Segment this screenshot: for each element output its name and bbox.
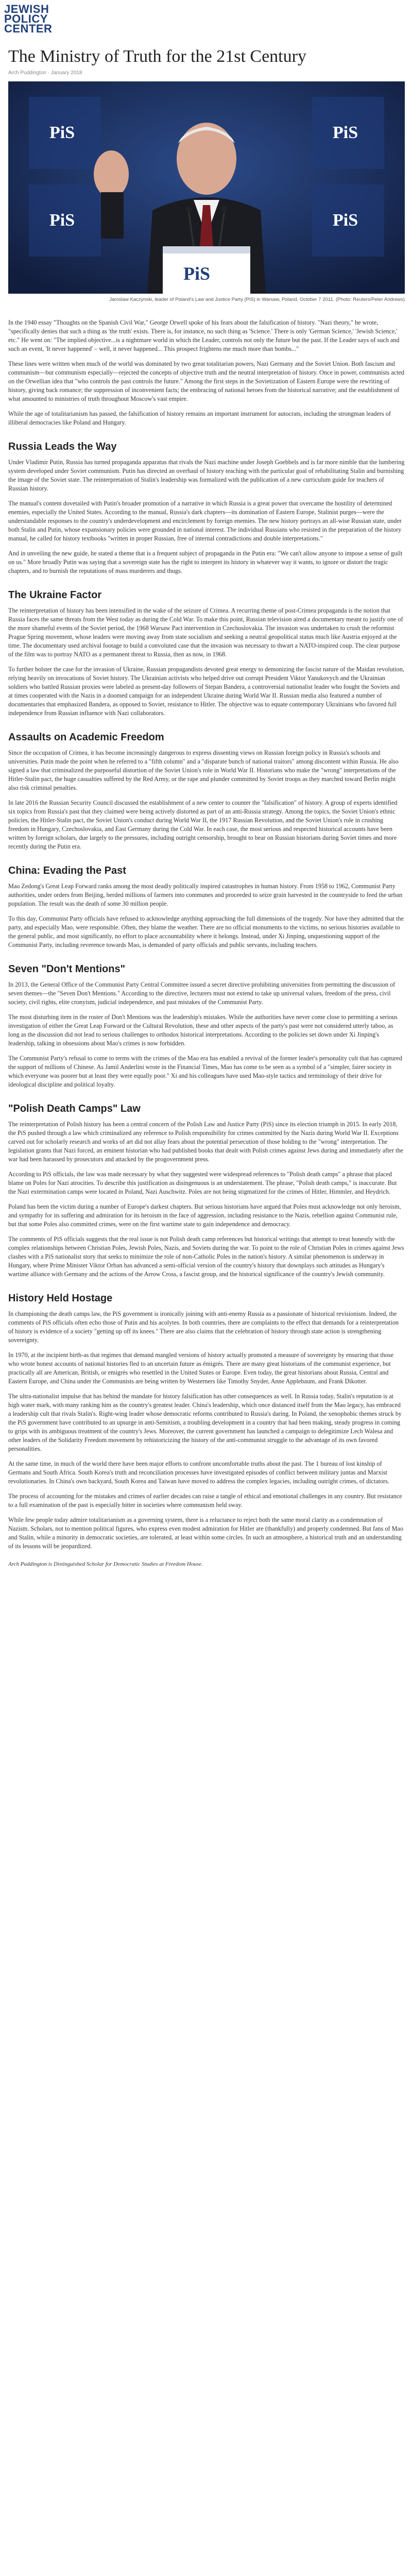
article-paragraph: While few people today admire totalitarianism as a governing system, there is a reluctance to reject both the same moral clarity as a condemnation of Nazism. Scholars, not to mention political figures, who express even modest admiration for Hitler are (thankfully) and properly condemned. But fans of Mao and Stalin, while a minority in democratic societies, are tolerated, at least within some circles. In such an atmosphere, a historical truth and an understanding of its lessons will be jeopardized. [8, 1516, 403, 1550]
logo-line-3: CENTER [4, 22, 53, 35]
logo-line-2: POLICY [4, 12, 48, 25]
article-paragraph: According to PiS officials, the law was made necessary by what they suggested were widespread references to "Polish death camps" a phrase that placed blame on Poles for Nazi atrocities. To describe this justification as disingenuous is an understatement. The phrase, "Polish death camps," is inaccurate. But the Nazi extermination camps were located in Poland, Nazi Auschwitz. Poles are not being stigmatized for the crimes of Hitler, Himmler, and Heydrich. [8, 1171, 397, 1195]
banner-text-4: PiS [333, 211, 358, 230]
banner-text-3: PiS [49, 211, 75, 230]
banner-text-2: PiS [333, 123, 358, 142]
article-paragraph: Under Vladimir Putin, Russia has turned propaganda apparatus that rivals the Nazi machine under Joseph Goebbels and is far more nimble that the lumbering system developed under Soviet communism. Putin has directed an overhaul of history teaching with the particular goal of rehabilitating Stalin and burnishing the image of the Soviet state. The reinterpretation of Stalin's leadership was formalized with the publication of a new curriculum guide for teachers of Russian history. [8, 459, 405, 492]
article-paragraph: While the age of totalitarianism has passed, the falsification of history remains an important instrument for autocrats, including the strongman leaders of illiberal democracies like Poland and Hungary. [8, 410, 391, 426]
article-paragraph: These lines were written when much of the world was dominated by two great totalitarian powers, Nazi Germany and the Soviet Union. Both fascism and communism—but communism especially—rejected the concepts of objective truth and the neutral interpretation of history. Once in power, communists acted on the Orwellian idea that "who controls the past controls the future." Among the first steps in the Sovietization of Eastern Europe were the rewriting of history, giving back romance; the suppression of inconvenient facts; the embracing of national heroes from the historical narrative; and the establishment of what amounted to ministries of truth throughout Moscow's vast empire. [8, 360, 405, 402]
article-paragraph: In 2013, the General Office of the Communist Party Central Committee issued a secret directive prohibiting universities from permitting the discussion of seven themes—the "Seven Don't Mentions." According to the directive, lecturers must not extend to take up universal values, freedom of the press, civil society, civil rights, elite cronyism, judicial independence, and past mistakes of the Communist Party. [8, 981, 396, 1006]
section-heading: History Held Hostage [8, 1293, 113, 1304]
article-paragraph: In 1970, at the incipient birth-as that regimes that demand mangled versions of history actually promoted a measure of sovereignty by ensuring that those who wrote honest accounts of national histories fled to an uncertain future as émigrés. There are many great historians of the communist experience, but practically all are American, British, or emigrés who resettled in the United States or Europe. Even today, the great historians about Russia, Central and Eastern Europe, and China under the Communists are being written by Westerners like Timothy Snyder, Anne Applebaum, and Frank Dikotter. [8, 1351, 393, 1385]
article-body [8, 318, 405, 1575]
article-paragraph: To this day, Communist Party officials have refused to acknowledge anything approaching the full dimensions of the tragedy. Nor have they admitted that the party, and especially Mao, were responsible. Often, they blame the weather. There are no official monuments to the victims, no serious histories available to the general public, and most significantly, no effort to place accountability where it belongs. Instead, under Xi Jinping, unquestioning support of the Communist Party, including reverence towards Mao, is demanded of party officials and public servants, including teachers. [8, 915, 404, 948]
article-paragraph: At the same time, in much of the world there have been major efforts to confront uncomfortable truths about the past. The 1 bureau of lost kinship of Germans and South Africa. South Korea's truth and reconciliation processes have investigated episodes of conflict between military juntas and Marxist revolutionaries. In China's own backyard, South Korea and Taiwan have moved to address the complex legacies, including outright crimes, of dictators. [8, 1460, 389, 1485]
article-paragraph: In championing the death camps law, the PiS government is ironically joining with anti-enemy Russia as a passionate of historical revisionism. Indeed, the comments of PiS officials often echo those of Putin and his acolytes. In both countries, there are complaints to the effect that demands for a reinterpretation of history is evidence of a society "getting up off its knees." There are also claims that the celebration of history through state action is strengthening sovereignty. [8, 1310, 399, 1344]
article-paragraph: The Communist Party's refusal to come to terms with the crimes of the Mao era has enabled a revival of the former leader's personality cult that has captured the support of millions of Chinese. As Jamil Anderlini wrote in the Financial Times, Mao has come to be seen as a symbol of a "simpler, fairer society in which everyone was poorer but at least they were equally poor." Xi and his colleagues have used Mao-style tactics and terminology of their drive for ideological discipline and political loyalty. [8, 1055, 402, 1088]
author-bio: Arch Puddington is Distinguished Scholar for Democratic Studies at Freedom House. [8, 1561, 203, 1567]
hero-photo-illustration [8, 81, 405, 294]
raised-hand [94, 150, 129, 198]
article-paragraph: Poland has been the victim during a number of Europe's darkest chapters. But serious historians have argued that Poles must acknowledge not only heroism, and sympathy for its suffering and admiration for its heroism in the face of aggression, including resistance to the Nazis, rebellion against Communist rule, but that some Poles also committed crimes, were on the first wartime state to gain independence and democracy. [8, 1203, 401, 1228]
article-paragraph: Mao Zedong's Great Leap Forward ranks among the most deadly politically inspired catastrophes in human history. From 1958 to 1962, Communist Party authorities, under orders from Beijing, herded millions of farmers into communes and proceeded to seize grain harvested in the countryside to feed the urban population. The result was the death of some 30 million people. [8, 883, 403, 907]
hero-photo [8, 81, 405, 294]
article-paragraph: In late 2016 the Russian Security Council discussed the establishment of a new center to counter the "falsification" of history. A group of experts identified six topics from Russia's past that they claimed were being actively distorted as part of an anti-Russia strategy. Among the topics, the Soviet Union's ethnic policies, the Hitler-Stalin pact, the Soviet Union's conduct during World War II, the 1917 Russian Revolution, and the Soviet Union's role in crushing freedom in Hungary, Czechoslovakia, and East Germany during the Cold War. In each case, the most serious and respected historical accounts have been written by foreign scholars, due largely to the pressures, including outright censorship, brought to bear on Russian historians during Soviet times and more recently during the Putin era. [8, 799, 398, 850]
article-paragraph: The ultra-nationalist impulse that has behind the mandate for history falsification has other consequences as well. In Russia today, Stalin's reputation is at high water mark, with many ranking him as the country's greatest leader. China's leadership, which once distanced itself from the Mao legacy, has embraced a leadership cult that rivals Stalin's. Right-wing leader whose democratic reforms contributed to Russia's daring. In Poland, the xenophobic themes struck by the PiS government have contributed to an upsurge in anti-Semitism, a troubling development in a country that had been making, steady progress in coming to grips with its ambiguous treatment of the country's Jews. Moreover, the current government has launched a campaign to delegitimize Lech Walesa and other leaders of the Solidarity Freedom movement by rehistoricizing the history of the anti-communist struggle to the advantage of its own favored personalities. [8, 1393, 402, 1452]
article-paragraph: In the 1940 essay "Thoughts on the Spanish Civil War," George Orwell spoke of his fears about the falsification of history. "Nazi theory," he wrote, "specifically denies that such a thing as 'the truth' exists. There is, for instance, no such thing as 'Science.' There is only 'German Science,' 'Jewish Science,' etc." He went on: "The implied objective...is a nightmare world in which the Leader, controls not only the future but the past. If the Leader says of such and such an event, 'It never happened' – well, it never happened... This prospect frightens me much more than bombs..." [8, 319, 400, 352]
article-paragraph: The comments of PiS officials suggests that the real issue is not Polish death camp references but historical writings that attempt to treat honestly with the complex relationships between Christian Poles, Jewish Poles, Nazis, and Soviets during the war. To point to the role of Christian Poles in crimes against Jews clashes with a PiS nationalist story that seeks to minimize the role of non-Catholic Poles in the nation's history. A similar phenomenon is underway in Hungary, where Prime Minister Viktor Orban has advanced a semi-official version of the country's history that downplays such attitudes as Hungary's wartime alliance with Germany and the actions of the Arrow Cross, a fascist group, and the historical significance of the country's Jewish community. [8, 1235, 404, 1278]
section-heading: The Ukraine Factor [8, 589, 102, 601]
article-paragraph: The manual's content dovetailed with Putin's broader promotion of a narrative in which Russia is a great power that overcame the hostility of determined enemies, especially the United States. According to the manual, Russia's dark chapters—its domination of Eastern Europe, Stalinist purges—were the understandable responses to the country's underdevelopment and encirclement by foreign enemies. The new history portrays an all-wise Russian state, under both Stalin and Putin, whose expansionary policies were grounded in national interest. The individual Russians who resisted in the preparation of the history manual, he called for history textbooks "written in proper Russian, free of internal contradictions and double interpretations." [8, 500, 402, 542]
section-heading: Assaults on Academic Freedom [8, 732, 164, 743]
podium-text: PiS [183, 263, 211, 284]
photo-caption: Jaroslaw Kaczynski, leader of Poland's Law and Justice Party (PiS) in Warsaw, Poland, October 7 2011. (Photo: Reuters/Peter Andrews) [109, 297, 405, 302]
article-paragraph: Since the occupation of Crimea, it has become increasingly dangerous to express dissenting views on Russian foreign policy in Russia's schools and universities. Putin made the point when he referred to a "fifth column" and a "disparate bunch of national traitors" among discontent within Russia. He also signed a law that criminalized the purposeful distortion of the Soviet Union's role in World War II. Historians who make the "wrong" interpretations of the Hitler-Stalin pact, the huge casualties suffered by the Red Army, or the rape and plunder committed by Soviet troops as they marched toward Berlin might also risk criminal penalties. [8, 749, 399, 791]
section-heading: Russia Leads the Way [8, 441, 117, 452]
article-title: The Ministry of Truth for the 21st Century [8, 47, 306, 66]
jewish-policy-center-logo[interactable] [4, 4, 66, 37]
article-paragraph: The reinterpretation of history has been intensified in the wake of the seizure of Crimea. A recurring theme of post-Crimea propaganda is the notion that Russia faces the same threats from the West today as during the Cold War. To make this point, Russian television aired a documentary meant to justify one of the more shameful events of the Soviet period, the 1968 Warsaw Pact intervention in Czechoslovakia. The invasion was undertaken to crush the reformist Prague Spring movement, whose leaders were moving away from state socialism and seeking a neutral geopolitical status much like Austria enjoyed at the time. The documentary used archival footage to build a convoluted case that the invasion was necessary to thwart a NATO-inspired coup. The clear purpose of the film was to portray NATO as a permanent threat to Russia, then as now, in 1968. [8, 607, 403, 658]
article-paragraph: The reinterpretation of Polish history has been a central concern of the Polish Law and Justice Party (PiS) since its election triumph in 2015. In early 2018, the PiS pushed through a law which criminalized any reference to Polish responsibility for crimes committed by the Nazis during World War II. Exceptions carved out for scholarly research and works of art did not allay fears about the potential persecution of those holding to the "wrong" interpretation. The legislation grants that Nazi forced, an eminent historian who had published books that dealt with Polish crimes against Jews during and immediately after the war had been harassed by prosecutors and attacked by the progovernment press. [8, 1121, 403, 1163]
banner-text-1: PiS [49, 123, 75, 142]
article-byline: Arch Puddington · January 2018 [8, 70, 82, 76]
speaker-head [177, 123, 236, 195]
article-paragraph: And in unveiling the new guide, he stated a theme that is a frequent subject of propaganda in the Putin era: "We can't allow anyone to impose a sense of guilt on us." More broadly Putin was saying that a sovereign state has the right to interpret its history in whatever way it wants, to ignore or distort the tragic chapters, and to burnish the reputations of mass murderers and thugs. [8, 550, 403, 574]
section-heading: Seven "Don't Mentions" [8, 963, 126, 975]
section-heading: China: Evading the Past [8, 865, 126, 876]
article-paragraph: To further bolster the case for the invasion of Ukraine, Russian propagandists devoted great energy to demonizing the fascist nature of the Maidan revolution, relying heavily on invocations of Soviet history. The Ukrainian activists who helped drive out corrupt President Viktor Yanukovych and the Ukrainian soldiers who battled Russian proxies were labeled as present-day followers of Stepan Bandera, a controversial nationalist leader who fought the Soviets and at times cooperated with the Nazis in a doomed campaign for an independent Ukraine during World War II. Russian media also featured a number of documentaries that emphasized Bandera, as opposed to Soviet, resistance to Hitler. The objective was to equate contemporary Ukrainians who favored full independence from Russian influence with Nazi collaborators. [8, 666, 404, 717]
article-paragraph: The most disturbing item in the roster of Don't Mentions was the leadership's mistakes. While the authorities have never come close to permitting a serious investigation of either the Great Leap Forward or the Cultural Revolution, these and other aspects of the party's past were not considered utterly taboo, as long as the discussion did not lead to serious challenges to orthodox historical interpretations. According to the policies set down under Xi Jinping's leadership, talking in obsessions about Mao's crimes is now forbidden. [8, 1013, 398, 1047]
section-heading: "Polish Death Camps" Law [8, 1103, 141, 1114]
article-paragraph: The process of accounting for the mistakes and crimes of earlier decades can raise a tangle of ethical and emotional challenges in any country. But resistance to a full examination of the past is especially bitter in societies where communism held sway. [8, 1493, 402, 1509]
logo-line-1: JEWISH [4, 3, 49, 15]
